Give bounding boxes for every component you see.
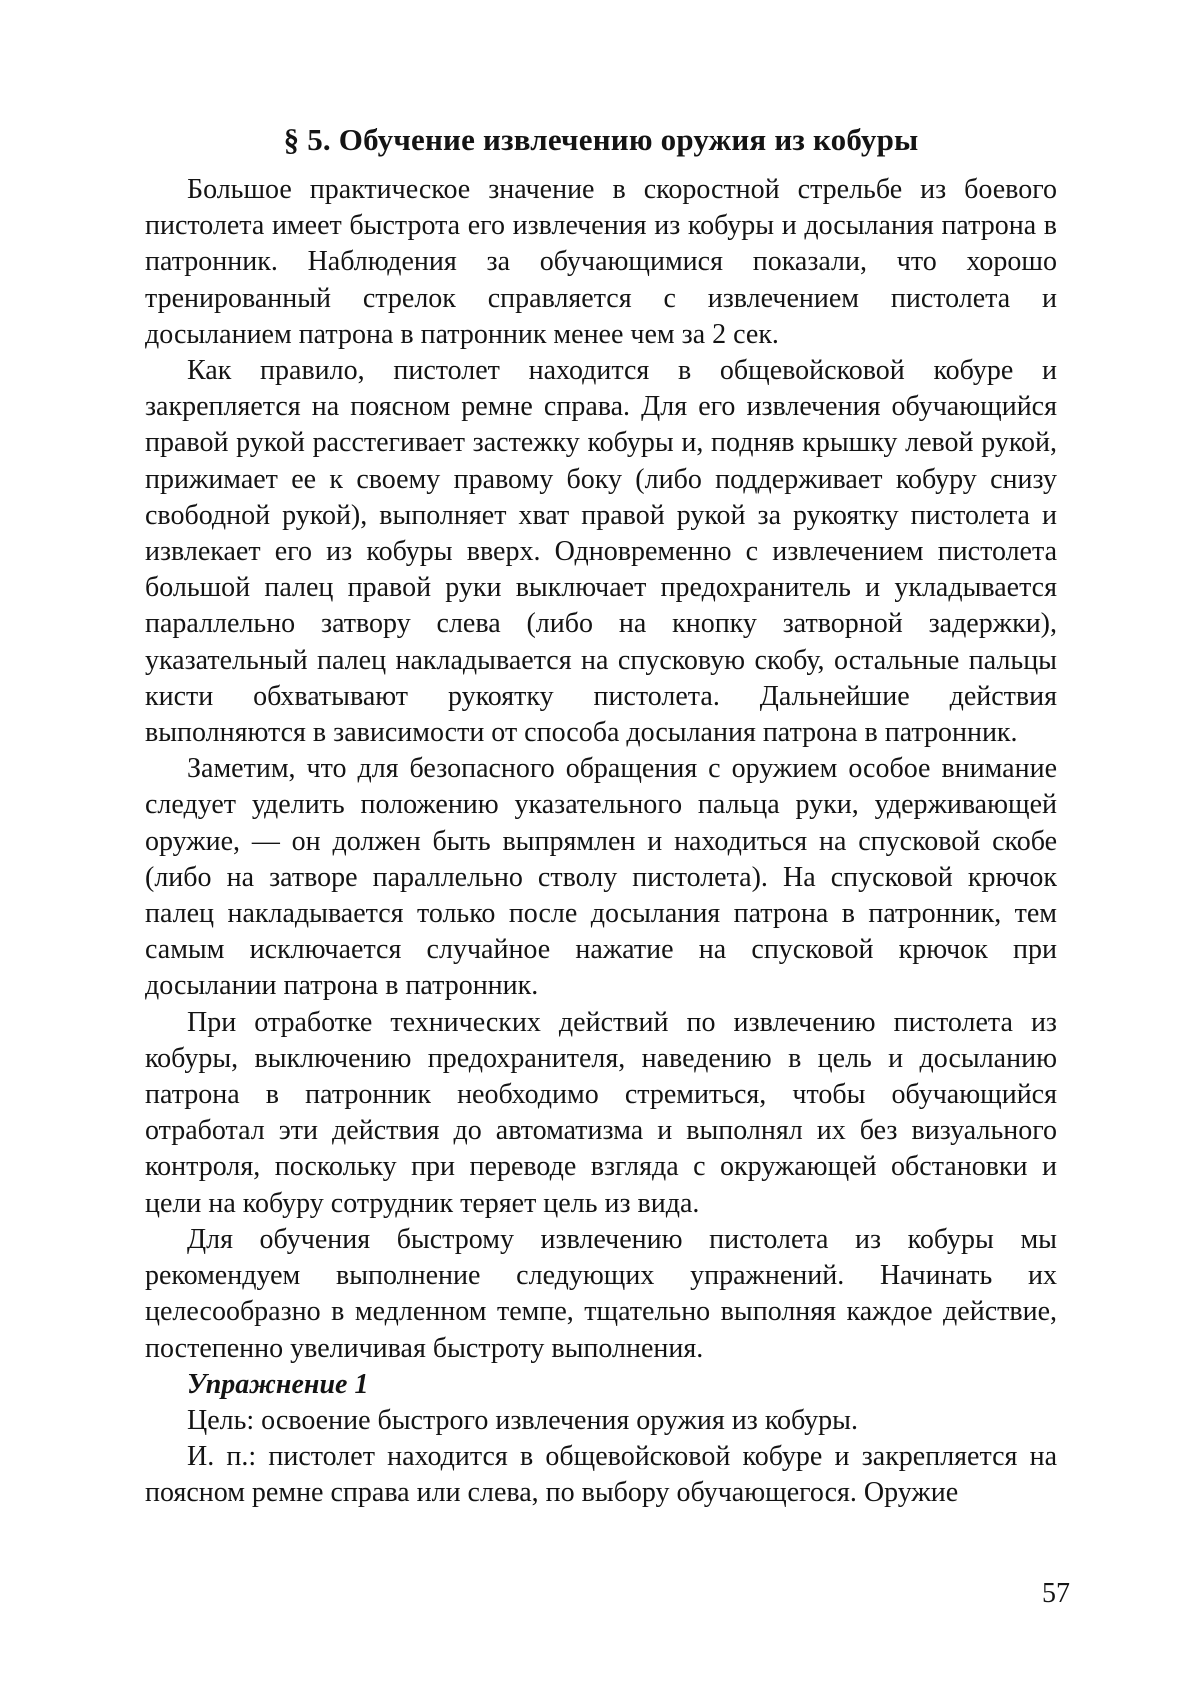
paragraph-2: Как правило, пистолет находится в общевойсковой кобуре и закрепляется на поясном ремне справа. Для его извлечения обучающийся правой рукой расстегивает застежку кобуры и, подняв крышку левой рукой, прижимает ее к своему правому боку (либо поддерживает кобуру снизу свободной рукой), выполняет хват правой рукой за рукоятку пистолета и извлекает его из кобуры вверх. Одновременно с извлечением пистолета большой палец правой руки выключает предохранитель и укладывается параллельно затвору слева (либо на кнопку затворной задержки), указательный палец накладывается на спусковую скобу, остальные пальцы кисти обхватывают рукоятку пистолета. Дальнейшие действия выполняются в зависимости от способа досылания патрона в патронник. [145, 353, 1057, 751]
exercise-goal: Цель: освоение быстрого извлечения оружия из кобуры. [145, 1403, 1057, 1439]
paragraph-4: При отработке технических действий по извлечению пистолета из кобуры, выключению предохранителя, наведению в цель и досыланию патрона в патронник необходимо стремиться, чтобы обучающийся отработал эти действия до автоматизма и выполнял их без визуального контроля, поскольку при переводе взгляда с окружающей обстановки и цели на кобуру сотрудник теряет цель из вида. [145, 1005, 1057, 1222]
exercise-title: Упражнение 1 [145, 1367, 1057, 1403]
paragraph-5: Для обучения быстрому извлечению пистолета из кобуры мы рекомендуем выполнение следующих упражнений. Начинать их целесообразно в медленном темпе, тщательно выполняя каждое действие, постепенно увеличивая быстроту выполнения. [145, 1222, 1057, 1367]
exercise-start-position: И. п.: пистолет находится в общевойсковой кобуре и закрепляется на поясном ремне справа или слева, по выбору обучающегося. Оружие [145, 1439, 1057, 1511]
section-heading: § 5. Обучение извлечению оружия из кобуры [145, 118, 1057, 162]
paragraph-3: Заметим, что для безопасного обращения с оружием особое внимание следует уделить положению указательного пальца руки, удерживающей оружие, — он должен быть выпрямлен и находиться на спусковой скобе (либо на затворе параллельно стволу пистолета). На спусковой крючок палец накладывается только после досылания патрона в патронник, тем самым исключается случайное нажатие на спусковой крючок при досылании патрона в патронник. [145, 751, 1057, 1004]
page-number: 57 [1042, 1576, 1070, 1612]
paragraph-1: Большое практическое значение в скоростной стрельбе из боевого пистолета имеет быстрота его извлечения из кобуры и досылания патрона в патронник. Наблюдения за обучающимися показали, что хорошо тренированный стрелок справляется с извлечением пистолета и досыланием патрона в патронник менее чем за 2 сек. [145, 172, 1057, 353]
page-body [145, 118, 1057, 1512]
